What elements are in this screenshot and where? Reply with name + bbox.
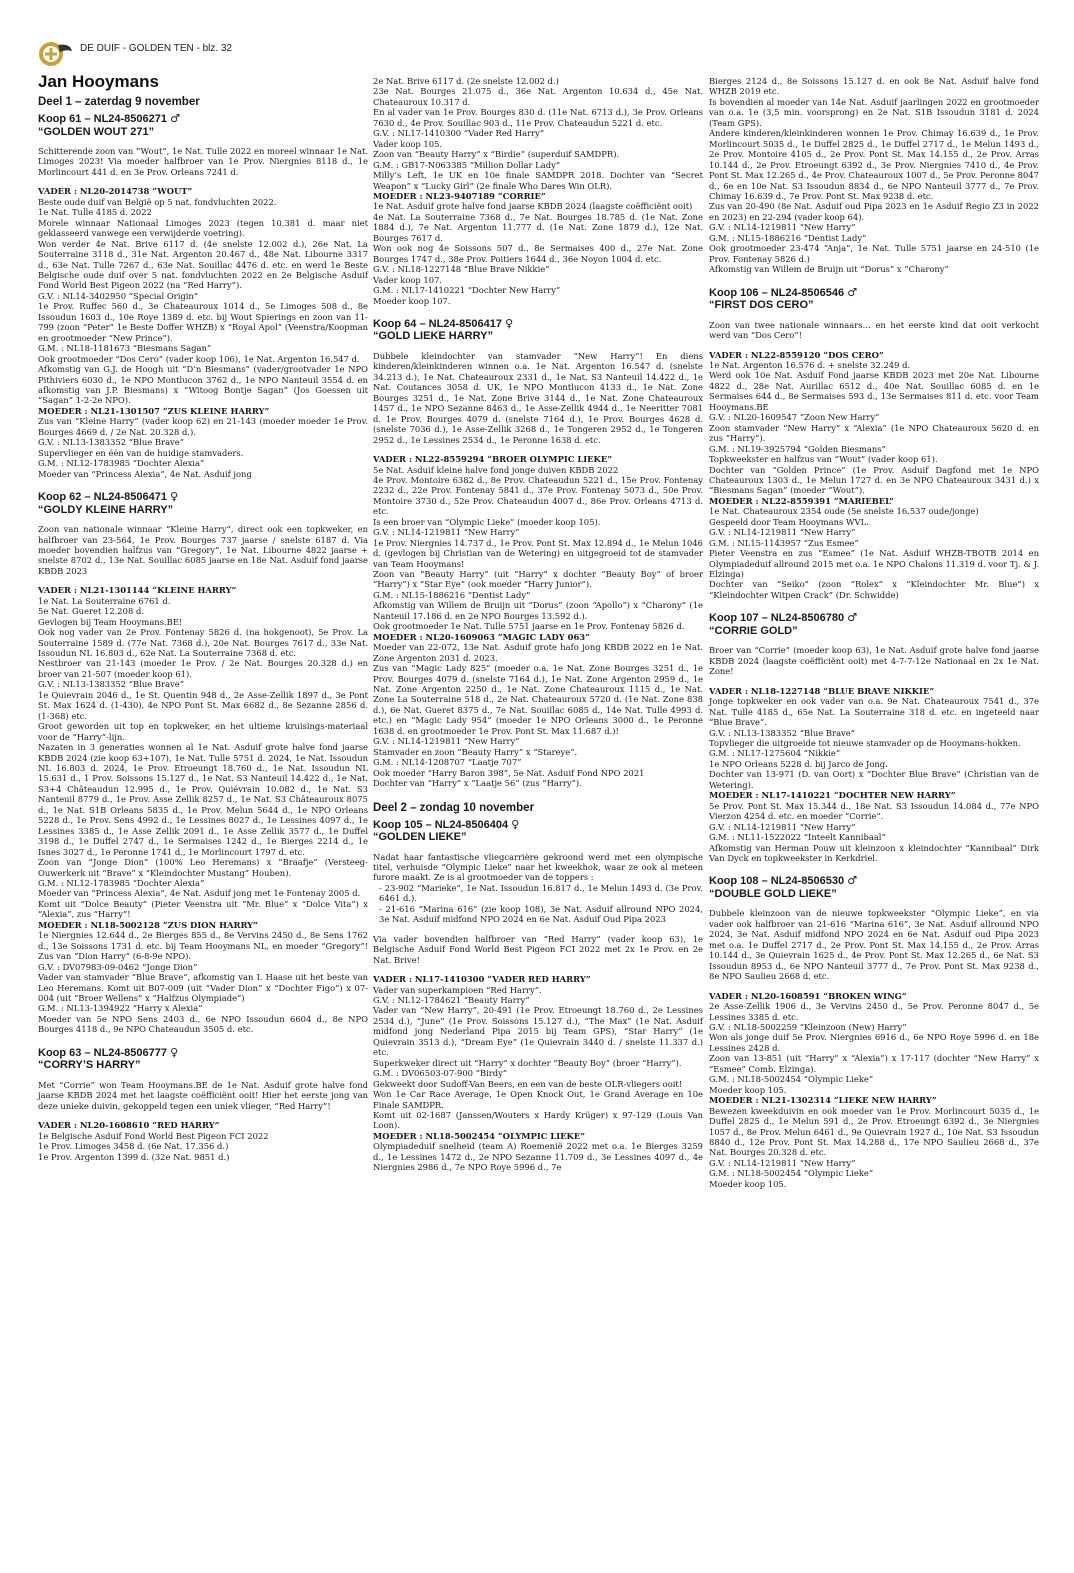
pedigree-line: Dochter van 13-971 (D. van Oort) x “Dochter Blue Brave” (Christian van de Wetering).: [709, 769, 1039, 790]
pedigree-line: G.M. : NL17-1410221 “Dochter New Harry”: [373, 285, 561, 296]
pedigree-line: G.M. : NL19-3925794 “Golden Biesmans”: [709, 443, 886, 454]
pedigree-line: Ook grootmoeder 1e Nat. Tulle 5751 jaarse en 1e Prov. Fontenay 5826 d.: [373, 621, 685, 632]
pedigree-line: Gevlogen bij Team Hooymans.BE!: [38, 616, 183, 627]
pedigree-line: Groot geworden uit top en topkweker, en het ultieme kruisings-materiaal voor de “Harry”-lijn.: [38, 721, 368, 742]
column-1: [38, 72, 368, 1162]
pedigree-line: Zus van “Magic Lady 825” (moeder o.a. 1e Nat. Zone Bourges 3251 d., 1e Prov. Bourges 4079 d. (snelste 7164 d.), 1e Nat. Zone Argenton 2959 d., 1e Nat. Zone Argenton 2250 d., 1e Nat. Zone Chateauroux 1115 d., 1e Nat. Zone La Souterraine 518 d., 2e Nat. Chateauroux 5720 d. (1e Nat. Zone 838 d.), 6e Nat. Gueret 8375 d., 7e Nat. Souillac 6085 d., 14e Nat. Tulle 4993 d. etc.) en “Magic Lady 954” (moeder 1e NPO Orleans 3000 d., 1e Peronne 1638 d. en grootmoeder 1e Prov. Pont St. Max 11.687 d.)!: [373, 663, 703, 736]
pedigree-line: G.V. : NL18-5002259 “Kleinzoon (New) Harry”: [709, 1021, 907, 1032]
pedigree-line: VADER : NL20-1608591 “BROKEN WING”: [709, 990, 907, 1001]
pedigree-line: 1e Prov. Limoges 3458 d. (6e Nat. 17.356 d.): [38, 1141, 229, 1152]
pedigree-line: Afkomstig van Willem de Bruijn uit “Dorus” x “Charony”: [709, 264, 949, 275]
pedigree-line: Komt uit “Dolce Beauty” (Pieter Veenstra uit “Mr. Blue” x “Dolce Vita”) x “Alexia”, zus “Harry”!: [38, 898, 368, 920]
pedigree-line: Won verder 4e Nat. Brive 6117 d. (4e snelste 12.002 d.), 26e Nat. La Souterraine 3118 d., 31e Nat. Argenton 20.467 d., 48e Nat. Libourne 3317 d., 63e Nat. Tulle 7267 d., 63e Nat. Souillac 4476 d. etc. en werd 1e Beste Belgische oude duif over 5 nat. fondvluchten 2022 en 2e Belgische Asduif Fond World Best Pigeon 2022 (na “Red Harry”).: [38, 238, 368, 291]
pedigree-line: 4e Prov. Montoire 6382 d., 8e Prov. Chateaudun 5221 d., 15e Prov. Fontenay 2232 d., 22e Prov. Fontenay 5841 d., 37e Prov. Fontenay 5073 d., 50e Prov. Montoire 3730 d., 52e Prov. Chateaudun 4007 d., 86e Prov. Orleans 4713 d. etc.: [373, 474, 703, 517]
lot-62-title: Koop 62 – NL24-8506471 ♀: [38, 490, 179, 504]
lot-105-name: “GOLDEN LIEKE”: [373, 831, 467, 844]
pedigree-line: G.V. : NL13-1383352 “Blue Brave”: [38, 437, 185, 448]
pedigree-line: Zoon van “Beauty Harry” (uit “Harry” x dochter “Beauty Boy” of broer “Harry”) x “Star Eye” (ook moeder “Harry Junior”).: [373, 569, 703, 590]
pedigree-line: Beste oude duif van België op 5 nat. fondvluchten 2022.: [38, 196, 277, 207]
pedigree-line: G.M. : NL18-5002454 “Olympic Lieke”: [709, 1168, 874, 1179]
pedigree-line: Bierges 2124 d., 8e Soissons 15.127 d. en ook 8e Nat. Asduif halve fond WHZB 2019 etc.: [709, 76, 1039, 97]
lot-106-intro: Zoon van twee nationale winnaars… en het eerste kind dat ooit verkocht werd van “Dos Cero”!: [709, 319, 1039, 341]
pedigree-line: Stamvader en zoon “Beauty Harry” x “Stareye”.: [373, 746, 578, 757]
male-icon: ♂: [170, 112, 180, 125]
lot-61-intro: Schitterende zoon van “Wout”, 1e Nat. Tulle 2022 en moreel winnaar 1e Nat. Limoges 2023! Via moeder halfbroer van 1e Prov. Niergnies 8118 d., 1e Morlincourt 441 d. en 3e Prov. Orleans 7241 d.: [38, 146, 368, 177]
pedigree-line: Andere kinderen/kleinkinderen wonnen 1e Prov. Chimay 16.639 d., 1e Prov. Morlincourt 5035 d., 1e Duffel 2825 d., 1e Duffel 2717 d., 1e Melun 1493 d., 2e Prov. Montoire 4105 d., 2e Prov. Pont St. Max 14.155 d., 2e Prov. Arras 10.144 d., 2e Prov. Etroeungt 6392 d., 3e Prov. Niergnies 7410 d., 4e Prov. Pont St. Max 12.265 d., 4e Prov. Chateauroux 1007 d., 5e Prov. Peronne 8047 d., 6e en 10e Nat. S3 Issoudun 8834 d., 6e NPO Nanteuil 3777 d., 7e Prov. Chimay 16.639 d., 7e Prov. Pont St. Max 9238 d. etc.: [709, 128, 1039, 201]
lot-105-pedigree: [373, 974, 703, 1173]
pedigree-line: G.M. : NL17-1275604 “Nikkie”: [709, 748, 841, 759]
lot-62-name: “GOLDY KLEINE HARRY”: [38, 503, 174, 516]
pedigree-line: Vader koop 105.: [373, 138, 443, 149]
pedigree-line: G.V. : NL18-1227148 “Blue Brave Nikkie”: [373, 264, 550, 275]
pedigree-line: G.V. : DV07983-09-0462 “Jonge Dion”: [38, 961, 198, 972]
pedigree-line: G.M. : NL11-1522022 “Inteelt Kannibaal”: [709, 832, 886, 843]
pedigree-line: 2e Asse-Zellik 1906 d., 3e Vervins 2450 d., 5e Prov. Peronne 8047 d., 5e Lessines 3385 d. etc.: [709, 1001, 1039, 1022]
pedigree-line: MOEDER : NL23-9407189 “CORRIE”: [373, 190, 546, 201]
pedigree-line: 1e Nat. Chateauroux 2354 oude (5e snelste 16.537 oude/jonge): [709, 506, 979, 517]
pedigree-line: Bewezen kweekduivin en ook moeder van 1e Prov. Morlincourt 5035 d., 1e Duffel 2825 d., 1e Melun 591 d., 2e Prov. Etroeungt 6392 d., 3e Niergnies 1057 d., 8e Prov. Melun 6461 d., 9e Quievrain 1927 d., 10e Nat. S3 Issoudun 8840 d., 12e Prov. Pont St. Max 14.288 d., 17e NPO Saulieu 2668 d., 37e Nat. Bourges 20.328 d. etc.: [709, 1105, 1039, 1158]
pedigree-line: Dochter van “Golden Prince” (1e Prov. Asduif Dagfond met 1e NPO Chateauroux 1303 d., 1e Melun 1727 d. en 3e NPO Chateauroux 3431 d.) x “Biesmans Sagan” (moeder “Wout”).: [709, 464, 1039, 496]
pedigree-line: Afkomstig van G.J. de Hoogh uit “D’n Biesmans” (vader/grootvader 1e NPO Pithiviers 6030 d., 1e NPO Montlucon 3762 d., 1e NPO Nanteuil 3554 d. en afkomstig van J.P. Biesmans) x “Witoog Bontje Sagan” (Jos Goessen uit “Sagan” 1-2-2e NPO).: [38, 364, 368, 406]
pedigree-line: G.M. : NL12-1783985 “Dochter Alexia”: [38, 878, 205, 888]
pedigree-line: Komt uit 02-1687 (Janssen/Wouters x Hardy Krüger) x 97-129 (Louis Van Loon).: [373, 1109, 703, 1131]
pedigree-line: Gekweekt door Sudoff-Van Beers, en een van de beste OLR-vliegers ooit!: [373, 1078, 683, 1089]
pedigree-line: Jonge topkweker en ook vader van o.a. 9e Nat. Chateauroux 7541 d., 37e Nat. Tulle 4185 d., 65e Nat. La Souterraine 318 d. etc. en ingeteeld naar “Blue Brave”.: [709, 696, 1039, 728]
lot-61-pedigree: [38, 186, 368, 479]
pedigree-line: 23e Nat. Bourges 21.075 d., 36e Nat. Argenton 10.634 d., 45e Nat. Chateauroux 10.317 d.: [373, 86, 703, 107]
pedigree-line: G.V. : NL13-1383352 “Blue Brave”: [38, 679, 185, 690]
part-2-heading: Deel 2 – zondag 10 november: [373, 801, 535, 814]
pedigree-line: G.M. : NL14-1208707 “Laatje 707”: [373, 757, 522, 768]
header-text: DE DUIF - GOLDEN TEN - blz. 32: [80, 42, 233, 54]
pedigree-line: MOEDER : NL18-5002454 “OLYMPIC LIEKE”: [373, 1130, 586, 1141]
pedigree-line: G.M. : DV06503-07-900 “Birdy”: [373, 1068, 508, 1079]
pedigree-line: Vader van superkampioen “Red Harry”.: [373, 984, 542, 995]
pedigree-line: G.V. : NL14-1219811 “New Harry”: [709, 222, 856, 233]
pedigree-line: G.M. : NL18-5002454 “Olympic Lieke”: [709, 1074, 874, 1085]
lot-64-intro: Dubbele kleindochter van stamvader “New Harry”! En diens kinderen/kleinkinderen winnen o.a. 1e Nat. Argenton 16.547 d. (snelste 34.213 d.), 1e Nat. Chateauroux 2331 d., 1e Nat. S3 Nanteuil 14.422 d., 1e Nat. Coutances 3058 d. UK, 1e NPO Montlucon 4133 d., 1e Nat. Zone Bourges 3251 d., 1e Nat. Zone Brive 3144 d., 1e Nat. Zone Chateauroux 1457 d., 1e NPO Sezanne 8463 d., 1e Asse-Zellik 4944 d., 1e Neeritter 7081 d. 1e Prov. Bourges 4079 d. (snelste 7164 d.), 1e Prov. Bourges 4628 d. (snelste 7036 d.), 1e Asse-Zellik 3268 d., 1e Tongeren 2952 d., 1e Tongeren 2952 d., 1e Lessines 2534 d., 1e Peronne 1638 d. etc.: [373, 350, 703, 445]
pedigree-line: VADER : NL20-2014738 “WOUT”: [38, 186, 193, 197]
pedigree-line: Moeder koop 107.: [373, 295, 451, 306]
golden-ten-logo-icon: [36, 39, 74, 69]
pedigree-line: Moeder van “Princess Alexia”, 4e Nat. Asduif jong: [38, 468, 252, 479]
pedigree-line: G.V. : NL17-1410300 “Vader Red Harry”: [373, 128, 545, 139]
lot-64-title: Koop 64 – NL24-8506417 ♀: [373, 316, 514, 330]
lot-63-pedigree-continued: [373, 76, 703, 306]
lot-107-name: “CORRIE GOLD”: [709, 624, 798, 637]
pedigree-line: 1e Prov. Ruffec 560 d., 3e Chateauroux 1014 d., 5e Limoges 508 d., 8e Issoudun 1603 d., 10e Roye 1389 d. etc. bij Wout Spierings en zoon van 11-799 (zoon “Peter” 1e Beste Doffer WHZB) x “Royal Apol” (Veenstra/Koopman en grootmoeder “New Prince”).: [38, 301, 368, 343]
lot-105-list: [373, 883, 703, 925]
pedigree-line: Moeder koop 105.: [709, 1084, 787, 1095]
lot-105-intro: Nadat haar fantastische vliegcarrière gekroond werd met een olympische titel, verhuisde “Olympic Lieke” naar het kweekhok, waar ze ook al meteen furore maakt. Ze is al grootmoeder van de toppers :: [373, 851, 703, 883]
lot-107-title: Koop 107 – NL24-8506780 ♂: [709, 611, 858, 625]
pedigree-line: 1e Nat. Argenton 16.576 d. + snelste 32.249 d.: [709, 359, 911, 370]
pedigree-line: Gespeeld door Team Hooymans WVL.: [709, 516, 869, 527]
pedigree-line: VADER : NL22-8559120 “DOS CERO”: [709, 349, 884, 360]
lot-108-intro: Dubbele kleinzoon van de nieuwe topkweekster “Olympic Lieke”, en via vader ook halfbroer van 21-616 “Marina 616”, 3e Nat. Asduif allround NPO 2024, 3e Nat. Asduif midfond NPO 2024 en 6e Nat. Asduif oud Pipa 2023 met o.a. 1e Duffel 2717 d., 2e Prov. Pont St. Max 14.155 d., 2e Prov. Arras 10.144 d., 3e Quievrain 1625 d., 4e Prov. Pont St. Max 12.265 d., 6e Nat. S3 Issoudun 8953 d., 6e NPO Nanteuil 3777 d., 7e Prov. Pont St. Max 9238 d., 8e NPO Saulieu 2668 d. etc.: [709, 908, 1039, 982]
pedigree-line: MOEDER : NL21-1302314 “LIEKE NEW HARRY”: [709, 1095, 937, 1106]
lot-107-pedigree: [709, 686, 1039, 864]
pedigree-line: Is bovendien al moeder van 14e Nat. Asduif jaarlingen 2022 en grootmoeder van o.a. 1e (3,5 min. voorsprong) en 2e Nat. S1B Issoudun 3181 d. 2024 (Team GPS).: [709, 96, 1039, 128]
pedigree-line: 1e Belgische Asduif Fond World Best Pigeon FCI 2022: [38, 1130, 269, 1141]
female-icon: ♀: [505, 316, 514, 330]
pedigree-line: Zoon van “Beauty Harry” x “Birdie” (superduif SAMDPR).: [373, 149, 620, 160]
pedigree-line: Zoon van “Jonge Dion” (100% Leo Heremans) x “Braafje” (Versteeg-Ouwerkerk uit “Brave” x “Kleindochter Mustang” Houben).: [38, 857, 368, 878]
lot-63-pedigree: [38, 1120, 368, 1162]
pedigree-line: Zoon stamvader “New Harry” x “Alexia” (1e NPO Chateauroux 5620 d. en zus “Harry”).: [709, 422, 1039, 444]
pedigree-line: Ook grootmoeder 23-474 “Anja”, 1e Nat. Tulle 5751 jaarse en 24-510 (1e Prov. Fontenay 5826 d.): [709, 243, 1039, 264]
pedigree-line: G.V. : NL20-1609547 “Zoon New Harry”: [709, 412, 880, 423]
male-icon: ♂: [847, 285, 858, 299]
pedigree-line: Afkomstig van Willem de Bruijn uit “Dorus” (zoon “Apollo”) x “Charony” (1e Nanteuil 17.186 d. en 2e NPO Bourges 13.592 d.).: [373, 600, 703, 621]
pedigree-line: G.M. : NL12-1783985 “Dochter Alexia”: [38, 458, 205, 469]
pedigree-line: Milly’s Left, 1e UK en 10e finale SAMDPR 2018. Dochter van “Secret Weapon” x “Lucky Girl” (2e finale Who Dares Win OLR).: [373, 170, 703, 191]
pedigree-line: 1e Nat. La Souterraine 6761 d.: [38, 595, 171, 606]
pedigree-line: Morele winnaar Nationaal Limoges 2023 (tegen 10.381 d. maar niet geklasseerd vanwege een verwijderde voetring).: [38, 217, 368, 239]
pedigree-line: Supervlieger en één van de huidige stamvaders.: [38, 447, 244, 458]
pedigree-line: 1e Niergnies 12.644 d., 2e Bierges 855 d., 8e Vervins 2450 d., 8e Sens 1762 d., 13e Soissons 1731 d. etc. bij Team Hooymans NL, en moeder “Gregory”! Zus van “Dion Harry” (6-8-9e NPO).: [38, 930, 368, 962]
pedigree-line: Won 1e Car Race Average, 1e Open Knock Out, 1e Grand Average en 10e Finale SAMDPR.: [373, 1089, 703, 1110]
pedigree-line: Pieter Veenstra en zus “Esmee” (1e Nat. Asduif WHZB-TBOTB 2014 en Olympiadeduif allround 2015 met o.a. 1e NPO Chalons 11.319 d. voor Tj. & J. Elzinga): [709, 548, 1039, 580]
pedigree-line: G.M. : NL15-1886216 “Dentist Lady”: [373, 589, 531, 600]
pedigree-line: 5e Prov. Pont St. Max 15.344 d., 18e Nat. S3 Issoudun 14.084 d., 77e NPO Vierzon 4254 d. etc. en moeder “Corrie”.: [709, 800, 1039, 822]
pedigree-line: MOEDER : NL22-8559391 “MARIEBEL”: [709, 495, 894, 506]
pedigree-line: G.V. : NL13-1383352 “Blue Brave”: [709, 727, 856, 738]
pedigree-line: MOEDER : NL20-1609063 “MAGIC LADY 063”: [373, 631, 590, 642]
pedigree-line: Dochter van “Harry” x “Laatje 56” (zus “Harry”).: [373, 778, 582, 789]
author-name: Jan Hooymans: [38, 72, 159, 91]
lot-106-name: “FIRST DOS CERO”: [709, 299, 814, 312]
pedigree-line: VADER : NL22-8559294 “BROER OLYMPIC LIEKE”: [373, 454, 613, 465]
pedigree-line: G.M. : NL13-1394922 “Harry x Alexia”: [38, 1003, 203, 1014]
male-icon: ♂: [847, 611, 858, 625]
lot-61-name: “GOLDEN WOUT 271”: [38, 125, 155, 138]
page-header: [36, 38, 232, 70]
pedigree-line: MOEDER : NL17-1410221 “DOCHTER NEW HARRY”: [709, 790, 956, 801]
lot-63-intro: Met “Corrie” won Team Hooymans.BE de 1e Nat. Asduif grote halve fond jaarse KBDB 2024 met het laagste coëfficiënt ooit! Hier het eerste jong van deze unieke duivin, gekoppeld tegen een uniek vlieger, “Red Harry”!: [38, 1079, 368, 1111]
pedigree-line: 2e Nat. Brive 6117 d. (2e snelste 12.002 d.): [373, 76, 559, 86]
lot-105-mid: Via vader bovendien halfbroer van “Red Harry” (vader koop 63), 1e Belgische Asduif Fond World Best Pigeon FCI 2022 met 2x 1e Prov. en 2e Nat. Brive!: [373, 933, 703, 965]
pedigree-line: Moeder van 22-072, 13e Nat. Asduif grote hafo jong KBDB 2022 en 1e Nat. Zone Argenton 2031 d. 2023.: [373, 642, 703, 663]
pedigree-line: Olympiadeduif snelheid (team A) Roemenië 2022 met o.a. 1e Bierges 3259 d., 1e Lessines 1472 d., 2e NPO Sezanne 11.709 d., 3e Lessines 4097 d., 4e Niergnies 2986 d., 7e NPO Roye 5996 d., 7e: [373, 1141, 703, 1173]
female-icon: ♀: [170, 490, 179, 504]
pedigree-line: Dochter van “Seiko” (zoon “Rolex” x “Kleindochter Mr. Blue”) x “Kleindochter Witpen Crack” (Dr. Schwidde): [709, 579, 1039, 600]
pedigree-line: Moeder van 5e NPO Sens 2403 d., 6e NPO Issoudun 6604 d., 8e NPO Bourges 4118 d., 9e NPO Chateaudun 3505 d. etc.: [38, 1013, 368, 1035]
pedigree-line: G.V. : NL14-1219811 “New Harry”: [373, 527, 520, 538]
pedigree-line: 4e Nat. La Souterraine 7368 d., 7e Nat. Bourges 18.785 d. (1e Nat. Zone 1884 d.), 7e Nat. Argenton 11.777 d. (1e Nat. Zone 1879 d.), 12e Nat. Bourges 7617 d.: [373, 211, 703, 243]
pedigree-line: Werd ook 10e Nat. Asduif Fond jaarse KBDB 2023 met 20e Nat. Libourne 4822 d., 28e Nat. Aurillac 6512 d., 40e Nat. Souillac 6085 d. en 1e Sermaises 644 d., 8e Sermaises 593 d., 13e Sermaises 811 d. etc. voor Team Hooymans.BE: [709, 370, 1039, 412]
pedigree-line: - 23-902 “Marieke”, 1e Nat. Issoudun 16.817 d., 1e Melun 1493 d. (3e Prov. 6461 d.).: [379, 882, 703, 904]
pedigree-line: G.M. : GB17-N063385 “Million Dollar Lady”: [373, 159, 561, 170]
pedigree-line: G.V. : NL14-1219811 “New Harry”: [709, 527, 856, 538]
lot-62-pedigree: [38, 585, 368, 1034]
lot-63-title: Koop 63 – NL24-8506777 ♀: [38, 1045, 179, 1059]
pedigree-line: Zoon van 13-851 (uit “Harry” x “Alexia”) x 17-117 (dochter “New Harry” x “Esmee” Comb. Elzinga).: [709, 1053, 1039, 1074]
pedigree-line: VADER : NL17-1410300 “VADER RED HARRY”: [373, 974, 591, 985]
pedigree-line: 1e Nat. Asduif grote halve fond jaarse KBDB 2024 (laagste coëfficiënt ooit): [373, 201, 693, 212]
pedigree-line: 1e Nat. Tulle 4185 d. 2022: [38, 207, 152, 218]
column-3: [709, 76, 1039, 1189]
pedigree-line: Moeder van “Princess Alexia”, 4e Nat. Asduif jong met 1e Fontenay 2005 d.: [38, 888, 361, 899]
pedigree-line: G.V. : NL12-1784621 “Beauty Harry”: [373, 994, 530, 1005]
lot-105-pedigree-continued: [709, 76, 1039, 275]
lot-63-name: “CORRY’S HARRY”: [38, 1059, 141, 1072]
pedigree-line: Topkweekster en halfzus van “Wout” (vader koop 61).: [709, 454, 938, 465]
female-icon: ♀: [170, 1045, 179, 1059]
pedigree-line: Ook moeder “Harry Baron 398”, 5e Nat. Asduif Fond NPO 2021: [373, 767, 645, 778]
pedigree-line: 1e Prov. Niergnies 14.737 d., 1e Prov. Pont St. Max 12.894 d., 1e Melun 1046 d. (gevlogen bij Christian van de Wetering) en uitgegroeid tot de stamvader van Team Hooymans!: [373, 537, 703, 569]
pedigree-line: Afkomstig van Herman Pouw uit kleinzoon x kleindochter “Kannibaal” Dirk Van Dyck en topkweekster in Kerkdriel.: [709, 842, 1039, 863]
pedigree-line: Won als jonge duif 5e Prov. Niergnies 6916 d., 6e NPO Roye 5996 d. en 18e Lessines 2428 d.: [709, 1032, 1039, 1053]
pedigree-line: Ook grootmoeder “Dos Cero” (vader koop 106), 1e Nat. Argenton 16.547 d.: [38, 353, 360, 364]
lot-108-pedigree: [709, 991, 1039, 1190]
lot-64-name: “GOLD LIEKE HARRY”: [373, 330, 493, 343]
pedigree-line: En al vader van 1e Prov. Bourges 830 d. (11e Nat. 6713 d.), 3e Prov. Orleans 7630 d., 4e Prov. Souillac 903 d., 11e Prov. Chateaudun 5221 d. etc.: [373, 107, 703, 128]
pedigree-line: Nestbroer van 21-143 (moeder 1e Prov. / 2e Nat. Bourges 20.328 d.) en broer van 21-507 (moeder koop 61).: [38, 658, 368, 679]
pedigree-line: G.M. : NL15-1886216 “Dentist Lady”: [709, 232, 867, 243]
female-icon: ♀: [511, 817, 520, 831]
pedigree-line: Topvlieger die uitgroeide tot nieuwe stamvader op de Hooymans-hokken.: [709, 738, 1021, 749]
pedigree-line: 1e Prov. Argenton 1399 d. (32e Nat. 9851 d.): [38, 1151, 230, 1162]
pedigree-line: MOEDER : NL21-1301507 “ZUS KLEINE HARRY”: [38, 405, 270, 416]
lot-106-pedigree: [709, 350, 1039, 601]
pedigree-line: Ook nog vader van 2e Prov. Fontenay 5826 d. (na hokgenoot), 5e Prov. La Souterraine 1589 d. (77e Nat. 7368 d.), 20e Nat. Bourges 7617 d., 33e Nat. Issoudun NL 16.803 d., 62e Nat. La Souterraine 7368 d. etc.: [38, 627, 368, 659]
pedigree-line: VADER : NL18-1227148 “BLUE BRAVE NIKKIE”: [709, 685, 935, 696]
male-icon: ♂: [847, 874, 858, 888]
pedigree-line: 1e Quievrain 2046 d., 1e St. Quentin 948 d., 2e Asse-Zellik 1897 d., 3e Pont St. Max 1624 d. (1-430), 4e NPO Pont St. Max 6682 d., 8e Sezanne 2856 d. (1-368) etc.: [38, 689, 368, 721]
lot-64-pedigree: [373, 454, 703, 789]
lot-62-intro: Zoon van nationale winnaar “Kleine Harry”, direct ook een topkweker, en halfbroer van 23-564, 1e Prov. Bourges 737 jaarse / snelste 6187 d. Via moeder bovendien halfzus van “Gregory”, 1e Nat. Libourne 4822 jaarse + snelste 8702 d., 13e Nat. Souillac 6085 jaarse en 18e Nat. Asduif fond jaarse KBDB 2023: [38, 524, 368, 576]
pedigree-line: 5e Nat. Asduif kleine halve fond jonge duiven KBDB 2022: [373, 464, 619, 475]
part-1-heading: Deel 1 – zaterdag 9 november: [38, 96, 200, 108]
column-2: [373, 76, 703, 1173]
pedigree-line: Vader van stamvader “Blue Brave”, afkomstig van I. Haase uit het beste van Leo Heremans. Komt uit B07-009 (uit “Vader Dion” x “Dochter Figo”) x 07-004 (uit “Broer Wellens” x “Halfzus Olympiade”): [38, 972, 368, 1003]
pedigree-line: G.M. : NL15-1143957 “Zus Esmee”: [709, 537, 859, 548]
pedigree-line: Is een broer van “Olympic Lieke” (moeder koop 105).: [373, 516, 601, 527]
pedigree-line: Moeder koop 105.: [709, 1178, 787, 1189]
pedigree-line: - 21-616 “Marina 616” (zie koop 108), 3e Nat. Asduif allround NPO 2024, 3e Nat. Asduif midfond NPO 2024 en 6e Nat. Asduif Oud Pipa 2023: [379, 903, 703, 925]
pedigree-line: Vader koop 107.: [373, 274, 443, 285]
pedigree-line: 1e NPO Orleans 5228 d. bij Jarco de Jong.: [709, 758, 888, 769]
pedigree-line: Vader van “New Harry”, 20-491 (1e Prov. Etroeungt 18.760 d., 2e Lessines 2534 d.), “June” (1e Prov. Soissons 15.127 d.), “The Max” (1e Nat. Asduif midfond jong Nederland Pipa 2015 bij Team GPS), “Star Harry” (1e Quievrain 3513 d.), “Dream Eye” (1e Quievrain 3440 d. / snelste 11.337 d.) etc.: [373, 1005, 703, 1058]
lot-61-title: Koop 61 – NL24-8506271 ♂: [38, 112, 180, 125]
pedigree-line: Zus van “Kleine Harry” (vader koop 62) en 21-143 (moeder moeder 1e Prov. Bourges 4669 d. / 2e Nat. 20.328 d.).: [38, 416, 368, 437]
pedigree-line: G.V. : NL14-1219811 “New Harry”: [373, 736, 520, 747]
pedigree-line: G.V. : NL14-1219811 “New Harry”: [709, 821, 856, 832]
pedigree-line: MOEDER : NL18-5002128 “ZUS DION HARRY”: [38, 919, 258, 930]
pedigree-line: Nazaten in 3 generaties wonnen al 1e Nat. Asduif grote halve fond jaarse KBDB 2024 (zie koop 63+107), 1e Nat. Tulle 5751 d. 2024, 1e Nat. Issoudun NL 16.803 d. 2024, 1e Prov. Etroeungt 18.760 d., 1e Nat. Issoudun NL 15.631 d., 1 Prov. Soissons 15.127 d., 1e Nat. S3 Nanteuil 14.422 d., 1e Nat. S3+4 Châteaudun 12.995 d., 1e Prov. Quiévrain 10.082 d., 1e Nat. S3 Nanteuil 8779 d., 1e Prov. Asse Zellik 8257 d., 1e Nat. S3 Châteauroux 8075 d., 1e Nat. S1B Orleans 5835 d., 1e Prov. Melun 5644 d., 1e NPO Orleans 5228 d., 1e Prov. Sens 4992 d., 1e Lessines 8027 d., 1e Lessines 4097 d., 1e Lessines 3385 d., 1e Asse Zellik 2091 d., 1e Asse Zellik 3577 d., 1e Duffel 3198 d., 1e Duffel 2747 d., 1e Sermaises 1242 d., 1e Bierges 2214 d., 1e Isnes 3027 d., 1e Peronne 1741 d., 1e Morlincourt 1797 d. etc.: [38, 742, 368, 857]
lot-108-name: “DOUBLE GOLD LIEKE”: [709, 887, 837, 900]
pedigree-line: 5e Nat. Gueret 12.208 d.: [38, 606, 144, 617]
pedigree-line: Zus van 20-490 (8e Nat. Asduif oud Pipa 2023 en 1e Asduif Regio Z3 in 2022 en 2023) en 22-294 (vader koop 64).: [709, 201, 1039, 222]
pedigree-line: G.V. : NL14-1219811 “New Harry”: [709, 1157, 856, 1168]
lot-107-intro: Broer van “Corrie” (moeder koop 63), 1e Nat. Asduif grote halve fond jaarse KBDB 2024 (laagste coëfficiënt ooit) met 4-7-7-12e Nationaal en 2x 1e Nat. Zone!: [709, 645, 1039, 677]
lot-106-title: Koop 106 – NL24-8506546 ♂: [709, 285, 858, 299]
pedigree-line: Superkweker direct uit “Harry” x dochter “Beauty Boy” (broer “Harry”).: [373, 1057, 682, 1068]
pedigree-line: VADER : NL21-1301144 “KLEINE HARRY”: [38, 585, 237, 596]
lot-108-title: Koop 108 – NL24-8506530 ♂: [709, 874, 858, 888]
pedigree-line: VADER : NL20-1608610 “RED HARRY”: [38, 1120, 220, 1131]
pedigree-line: G.V. : NL14-3402950 “Special Origin”: [38, 290, 199, 301]
lot-105-title: Koop 105 – NL24-8506404 ♀: [373, 817, 520, 831]
pedigree-line: G.M. : NL18-1181673 “Biesmans Sagan”: [38, 343, 212, 354]
pedigree-line: Won ook nog 4e Soissons 507 d., 8e Sermaises 400 d., 27e Nat. Zone Bourges 1747 d., 38e Prov. Poitiers 1644 d., 36e Noyon 1004 d. etc.: [373, 243, 703, 264]
